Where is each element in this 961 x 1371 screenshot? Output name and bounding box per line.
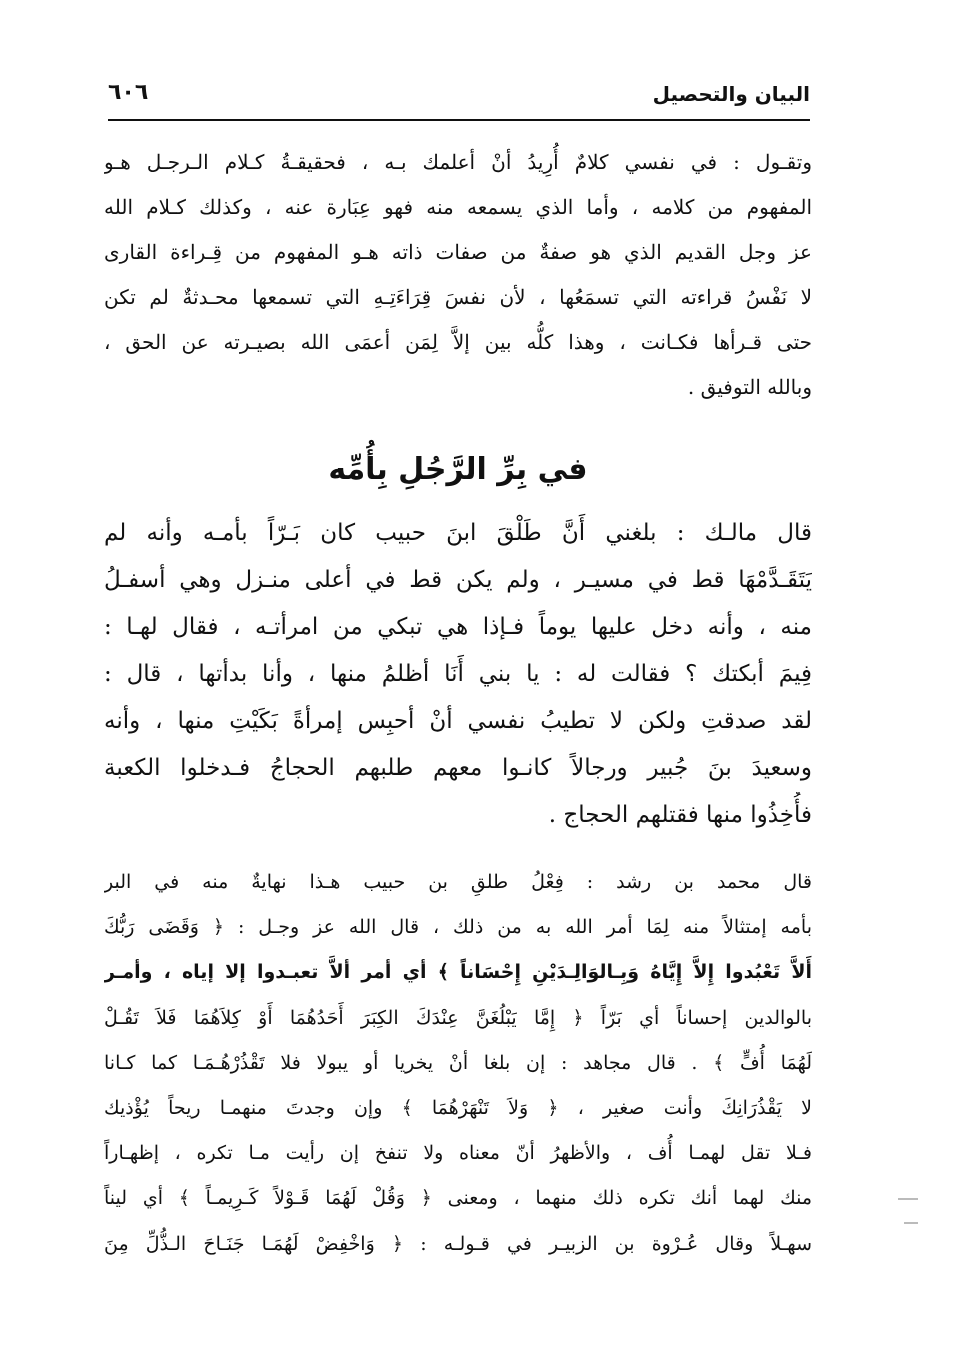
text-line: لا نَفْسُ قراءته التي تسمَعُها ، لأن نفسَ قِرَاءَتِـهِ التي تسمعها محـدثةٌ لم تكن [104, 285, 812, 309]
text-line: عز وجل القديم الذي هو صفةٌ من صفات ذاته هـو المفهوم من قِـراءة القارى [104, 240, 812, 264]
text-line: لَهُمَا أُفٍّ ﴾ . قال مجاهد : إن بلغا أنْ يخريا أو يبولا فلا تَقْذُرْهُـمَـا كما كـانا [104, 1051, 812, 1074]
text-line: فِيمَ أبكتك ؟ فقالت له : يا بني أَنَا أظلمُ منها ، وأنا بدأتها ، قال : [104, 661, 812, 687]
text-line: لقد صدقتِ ولكن لا تطيبُ نفسي أنْ أحبِس إمرأةً بَكَيْتِ منها ، وأنه [104, 708, 812, 734]
running-header [108, 74, 810, 116]
text-line: يَتَقَـدَّمْهَا قط في مسيـر ، ولم يكن قط في أعلى منـزل وهي أسفـلُ [104, 567, 812, 593]
header-rule [108, 119, 810, 121]
text-line: قال محمد بن رشد : فِعْلُ طلقِ بن حبيب هـذا نهايةٌ منه في البر [104, 871, 812, 893]
text-line: لا يَقْذُرَانِكَ وأنت صغير ، ﴿ وَلاَ تَنْهَرْهُمَا ﴾ وإن وجدتَ منهمـا ريحاً يُؤْذيك [104, 1097, 812, 1120]
text-line: سهـلاً وقال عُـرْوة بن الزبيـر في قـولـه : ﴿ وَاخْفِضْ لَهُمَـا جَنَـاحَ الـذُّلِّ مِنَ [104, 1232, 812, 1255]
text-line: حتى قـرأها فكـانت ، وهذا كلُّه بين إلاَّ لِمَن أعمَى الله بصيـرته عن الحق ، [104, 330, 812, 354]
text-line: بأمه إمتثالاً منه لِمَا أمر الله به من ذلك ، قال الله عز وجـل : ﴿ وَقَضَى رَبُّكَ [104, 916, 812, 939]
text-line: منك لهما أنك تكره ذلك منهما ، ومعنى ﴿ وَقُلْ لَهُمَا قَـوْلاً كَـرِيمـاً ﴾ أي ليناً [104, 1187, 812, 1210]
text-line: وسعيدَ بنَ جُبير ورجالاً كانـوا معهم طلبهم الحجاجُ فـدخلوا الكعبة [104, 755, 812, 781]
scan-margin-mark [904, 1222, 918, 1224]
text-line: فـلا تقل لهمـا أُف ، والأظهرُ أنّ معناه ولا تنفخ إن رأيت مـا تكره ، إظهـاراً [104, 1142, 812, 1165]
scan-margin-mark [898, 1198, 918, 1200]
paragraph-2 [104, 510, 812, 839]
text-line: بالوالدين إحساناً أي بَرّاً ﴿ إِمَّا يَبْلُغَنَّ عِنْدَكَ الكِبَرَ أَحَدُهُمَا أَوْ كِلاَهُمَا فَلاَ تَقُـلْ [104, 1006, 812, 1029]
text-line: أَلاَّ تَعْبُدوا إِلاَّ إِيَّاهُ وَبِـالوَالِـدَيْنِ إِحْسَاناً ﴾ أي أمر ألاَّ تعبـدوا إلا إياه ، وأمـر [104, 961, 812, 984]
section-heading: في بِرِّ الرَّجُلِ بِأُمِّه [328, 452, 588, 487]
book-title: البيان والتحصيل [652, 82, 810, 106]
page-number: ٦٠٦ [108, 80, 149, 105]
paragraph-1 [104, 140, 812, 410]
text-line: وبالله التوفيق . [687, 375, 812, 399]
text-line: قال مالـك : بلغني أَنَّ طَلْقَ ابنَ حبيب كان بَـرّاً بأمـه وأنه لم [104, 520, 812, 546]
paragraph-3 [104, 860, 812, 1267]
text-line: المفهوم من كلامه ، وأما الذي يسمعه منه فهو عِبَارة عنه ، وكذلك كـلام الله [104, 195, 812, 219]
text-line: وتقـول : في نفسي كلامٌ أُرِيدُ أنْ أعلمك بـه ، فحقيقـةُ كـلام الـرجـل هـو [104, 150, 812, 174]
text-line: منه ، وأنه دخل عليها يوماً فـإذا هي تبكي من امرأتـه ، فقال لهـا : [104, 614, 812, 640]
text-line: فأُخِذُوا منها فقتلهم الحجاج . [548, 802, 812, 828]
